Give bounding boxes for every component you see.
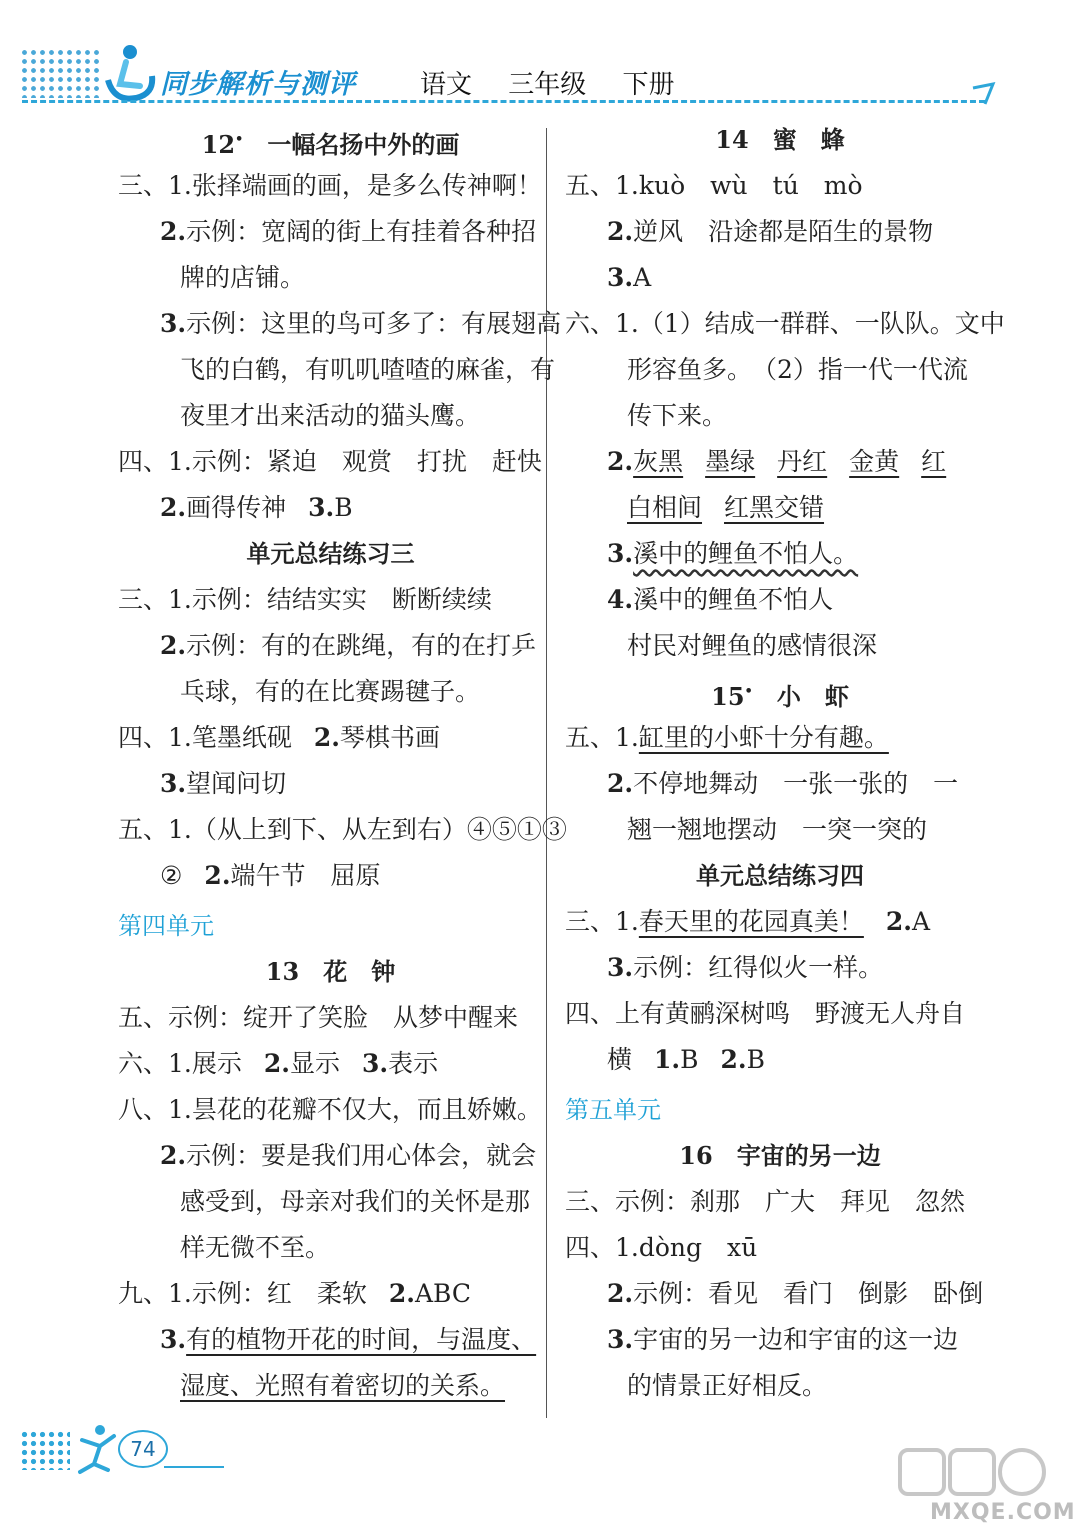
answer-line: 3.示例：这里的鸟可多了：有展翅高 [160, 309, 562, 338]
answer-line: 2.画得传神 3.B [160, 493, 353, 522]
answer-line: 2.灰黑 墨绿 丹红 金黄 红 [607, 447, 947, 476]
header-dashed-rule [22, 100, 985, 103]
answer-line: 四、1.笔墨纸砚 2.琴棋书画 [118, 723, 440, 752]
right-column [565, 117, 1005, 1409]
watermark-logo-icon [898, 1446, 1048, 1500]
answer-line: 翘一翘地摆动 一突一突的 [627, 815, 928, 844]
lesson-15-title: 15• 小 虾 [711, 682, 849, 711]
answer-line: 三、1.示例：结结实实 断断续续 [118, 585, 492, 614]
answer-line: 3.示例：红得似火一样。 [607, 953, 884, 982]
answer-line: 样无微不至。 [180, 1233, 331, 1262]
answer-line: 五、1.（从上到下、从左到右）④⑤①③ [118, 815, 567, 844]
lesson-13-title: 13 花 钟 [265, 957, 396, 986]
footer-dot-decoration [20, 1430, 70, 1470]
answer-line: 三、示例：刹那 广大 拜见 忽然 [565, 1187, 966, 1216]
answer-line: 牌的店铺。 [180, 263, 306, 292]
subject-grade-info: 语文 三年级 下册 [420, 70, 675, 100]
answer-line: 五、示例：绽开了笑脸 从梦中醒来 [118, 1003, 519, 1032]
answer-line: 2.示例：宽阔的街上有挂着各种招 [160, 217, 537, 246]
unit-4-summary-title: 单元总结练习四 [696, 861, 864, 890]
answer-line: 八、1.昙花的花瓣不仅大，而且娇嫩。 [118, 1095, 542, 1124]
answer-line: 的情景正好相反。 [627, 1371, 828, 1400]
answer-line: 3.宇宙的另一边和宇宙的这一边 [607, 1325, 959, 1354]
page-number: 74 [118, 1430, 168, 1468]
page-header [0, 0, 1061, 110]
answer-line: 2.不停地舞动 一张一张的 一 [607, 769, 959, 798]
answer-line: 六、1.（1）结成一群群、一队队。文中 [565, 309, 1005, 338]
runner-logo-icon [100, 40, 160, 106]
footer-rule [164, 1466, 224, 1468]
answer-line: 飞的白鹤，有叽叽喳喳的麻雀，有 [180, 355, 556, 384]
answer-line: 白相间 红黑交错 [627, 493, 825, 522]
lesson-16-title: 16 宇宙的另一边 [679, 1141, 881, 1170]
answer-line: 感受到，母亲对我们的关怀是那 [180, 1187, 531, 1216]
answer-line: 3.有的植物开花的时间，与温度、 [160, 1325, 537, 1354]
answer-line: ② 2.端午节 屈原 [160, 861, 381, 890]
answer-line: 湿度、光照有着密切的关系。 [180, 1371, 506, 1400]
answer-line: 2.逆风 沿途都是陌生的景物 [607, 217, 934, 246]
dot-grid-decoration [20, 48, 102, 98]
answer-line: 五、1.缸里的小虾十分有趣。 [565, 723, 889, 752]
answer-line: 三、1.张择端画的画，是多么传神啊！ [118, 171, 542, 200]
answer-line: 四、上有黄鹂深树鸣 野渡无人舟自 [565, 999, 966, 1028]
answer-line: 4.溪中的鲤鱼不怕人 [607, 585, 834, 614]
answer-line: 3.望闻问切 [160, 769, 287, 798]
answer-line: 2.示例：要是我们用心体会，就会 [160, 1141, 537, 1170]
answer-line: 乓球，有的在比赛踢毽子。 [180, 677, 481, 706]
answer-line: 四、1.dòng xū [565, 1233, 758, 1262]
answer-line: 三、1.春天里的花园真美！ 2.A [565, 907, 931, 936]
answer-line: 五、1.kuò wù tú mò [565, 171, 863, 200]
brand-title: 同步解析与测评 [160, 69, 356, 100]
answer-line: 传下来。 [627, 401, 728, 430]
answer-line: 九、1.示例：红 柔软 2.ABC [118, 1279, 472, 1308]
lesson-12-title: 12• 一幅名扬中外的画 [201, 130, 460, 159]
answer-line: 形容鱼多。 （2）指一代一代流 [627, 355, 968, 384]
left-column [118, 117, 567, 1409]
answer-line: 2.示例：看见 看门 倒影 卧倒 [607, 1279, 984, 1308]
corner-arrow-icon [971, 82, 997, 106]
unit-3-summary-title: 单元总结练习三 [246, 539, 415, 568]
jumping-figure-icon [70, 1420, 118, 1476]
answer-line: 夜里才出来活动的猫头鹰。 [180, 401, 481, 430]
answer-line: 四、1.示例：紧迫 观赏 打扰 赶快 [118, 447, 542, 476]
lesson-14-title: 14 蜜 蜂 [715, 125, 845, 154]
answer-line: 3.溪中的鲤鱼不怕人。 [607, 539, 859, 568]
watermark-text: MXQE.COM [930, 1500, 1076, 1525]
answer-line: 六、1.展示 2.显示 3.表示 [118, 1049, 439, 1078]
unit-5-heading: 第五单元 [565, 1096, 661, 1124]
answer-line: 横 1.B 2.B [607, 1045, 765, 1074]
answer-line: 村民对鲤鱼的感情很深 [627, 631, 878, 660]
answer-line: 2.示例：有的在跳绳，有的在打乒 [160, 631, 537, 660]
answer-line: 3.A [607, 263, 652, 292]
unit-4-heading: 第四单元 [118, 912, 214, 940]
